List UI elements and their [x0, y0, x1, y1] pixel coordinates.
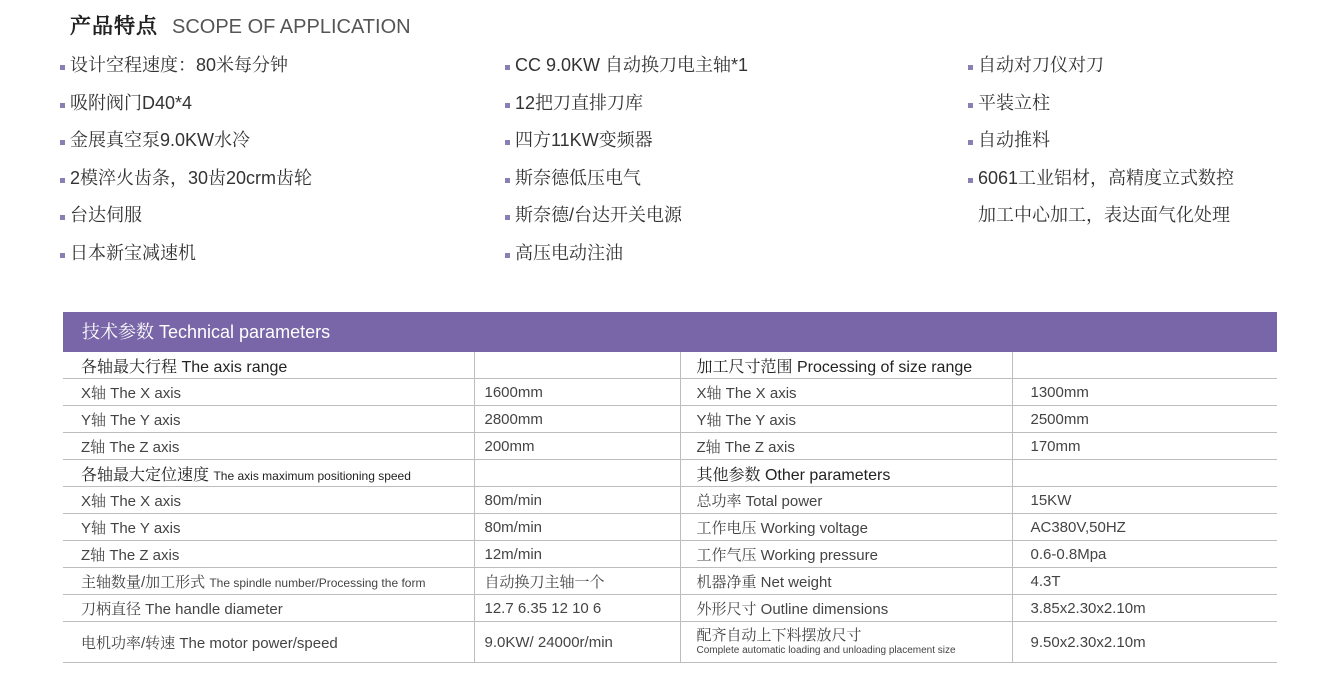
cell-label: Z轴 The Z axis	[63, 541, 474, 568]
cell-label: Y轴 The Y axis	[63, 406, 474, 433]
label-cn: 主轴数量/加工形式	[81, 573, 206, 591]
feature-item-continued	[968, 200, 1320, 238]
group-label	[63, 460, 474, 487]
feature-item	[505, 88, 935, 126]
cell-value	[474, 352, 680, 379]
feature-item	[60, 238, 490, 276]
cell-value: 15KW	[1012, 487, 1277, 514]
cell-value: 80m/min	[474, 487, 680, 514]
features-column-1	[60, 50, 490, 275]
cell-label	[680, 622, 1012, 663]
cell-label: Y轴 The Y axis	[680, 406, 1012, 433]
bullet-icon	[60, 140, 65, 145]
cell-value: AC380V,50HZ	[1012, 514, 1277, 541]
table-row	[63, 595, 1277, 622]
bullet-icon	[968, 103, 973, 108]
label-en: Complete automatic loading and unloading placement size	[696, 645, 956, 656]
feature-text: 高压电动注油	[515, 242, 623, 263]
bullet-icon	[60, 103, 65, 108]
cell-value: 2800mm	[474, 406, 680, 433]
table-row	[63, 460, 1277, 487]
table-row	[63, 487, 1277, 514]
feature-text: 金展真空泵9.0KW水冷	[70, 130, 251, 150]
group-label-cn: 各轴最大定位速度	[81, 466, 210, 484]
table-row	[63, 514, 1277, 541]
feature-text: 自动推料	[978, 130, 1050, 150]
cell-label	[63, 568, 474, 595]
group-label: 各轴最大行程 The axis range	[63, 352, 474, 379]
feature-text: 斯奈德/台达开关电源	[515, 205, 683, 225]
cell-label: 机器净重 Net weight	[680, 568, 1012, 595]
feature-item	[505, 163, 935, 201]
table-row	[63, 433, 1277, 460]
cell-value: 12m/min	[474, 541, 680, 568]
feature-item	[505, 200, 935, 238]
cell-label: X轴 The X axis	[63, 379, 474, 406]
cell-label: 工作电压 Working voltage	[680, 514, 1012, 541]
cell-value: 自动换刀主轴一个	[474, 568, 680, 595]
bullet-icon	[505, 65, 510, 70]
table-row	[63, 622, 1277, 663]
bullet-icon	[60, 215, 65, 220]
cell-value: 9.50x2.30x2.10m	[1012, 622, 1277, 663]
cell-value: 2500mm	[1012, 406, 1277, 433]
cell-label: X轴 The X axis	[680, 379, 1012, 406]
table-row	[63, 379, 1277, 406]
cell-value: 12.7 6.35 12 10 6	[474, 595, 680, 622]
feature-item	[60, 200, 490, 238]
cell-value: 0.6-0.8Mpa	[1012, 541, 1277, 568]
cell-value: 9.0KW/ 24000r/min	[474, 622, 680, 663]
features-column-2	[505, 50, 935, 275]
bullet-icon	[505, 253, 510, 258]
feature-text: 设计空程速度：80米每分钟	[70, 55, 289, 75]
bullet-icon	[60, 65, 65, 70]
feature-item	[60, 163, 490, 201]
cell-label: 电机功率/转速 The motor power/speed	[63, 622, 474, 663]
cell-value: 3.85x2.30x2.10m	[1012, 595, 1277, 622]
cell-value	[1012, 460, 1277, 487]
label-cn: 配齐自动上下料摆放尺寸	[696, 627, 862, 644]
cell-label: 工作气压 Working pressure	[680, 541, 1012, 568]
cell-label: Z轴 The Z axis	[680, 433, 1012, 460]
feature-item	[60, 125, 490, 163]
cell-label: Y轴 The Y axis	[63, 514, 474, 541]
group-label: 加工尺寸范围 Processing of size range	[680, 352, 1012, 379]
feature-text: 台达伺服	[70, 205, 142, 225]
table-row	[63, 406, 1277, 433]
table-row	[63, 352, 1277, 379]
cell-label: X轴 The X axis	[63, 487, 474, 514]
group-label-en: The axis maximum positioning speed	[213, 468, 411, 483]
section-title-en: SCOPE OF APPLICATION	[172, 16, 411, 38]
bullet-icon	[60, 253, 65, 258]
feature-text: 2模淬火齿条，30齿20crm齿轮	[70, 167, 313, 188]
bullet-icon	[505, 178, 510, 183]
bullet-icon	[505, 103, 510, 108]
feature-text: 四方11KW变频器	[515, 130, 653, 150]
feature-text: CC 9.0KW 自动换刀电主轴*1	[515, 55, 749, 75]
feature-text: 6061工业铝材，高精度立式数控	[978, 167, 1235, 188]
feature-text: 自动对刀仪对刀	[978, 55, 1104, 75]
tech-params-table	[63, 312, 1277, 663]
cell-value: 80m/min	[474, 514, 680, 541]
feature-item	[968, 125, 1320, 163]
bullet-icon	[968, 178, 973, 183]
feature-item	[505, 125, 935, 163]
cell-label: Z轴 The Z axis	[63, 433, 474, 460]
feature-item	[968, 163, 1320, 201]
feature-item	[968, 88, 1320, 126]
table-title: 技术参数 Technical parameters	[63, 312, 1277, 352]
feature-item	[505, 238, 935, 276]
cell-value: 1300mm	[1012, 379, 1277, 406]
bullet-icon	[505, 215, 510, 220]
feature-text: 日本新宝减速机	[70, 242, 196, 263]
feature-text: 斯奈德低压电气	[515, 167, 641, 188]
features-list	[60, 50, 1320, 280]
feature-text: 12把刀直排刀库	[515, 92, 644, 113]
cell-value: 1600mm	[474, 379, 680, 406]
cell-value	[1012, 352, 1277, 379]
cell-label: 刀柄直径 The handle diameter	[63, 595, 474, 622]
cell-value: 200mm	[474, 433, 680, 460]
cell-label: 外形尺寸 Outline dimensions	[680, 595, 1012, 622]
feature-text: 加工中心加工，表达面气化处理	[978, 205, 1230, 225]
bullet-icon	[60, 178, 65, 183]
cell-value: 170mm	[1012, 433, 1277, 460]
cell-value	[474, 460, 680, 487]
bullet-icon	[968, 65, 973, 70]
section-title	[70, 10, 411, 40]
table-row	[63, 541, 1277, 568]
bullet-icon	[968, 140, 973, 145]
group-label: 其他参数 Other parameters	[680, 460, 1012, 487]
cell-label: 总功率 Total power	[680, 487, 1012, 514]
cell-value: 4.3T	[1012, 568, 1277, 595]
feature-item	[968, 50, 1320, 88]
feature-item	[60, 50, 490, 88]
table-row	[63, 568, 1277, 595]
label-en: The spindle number/Processing the form	[209, 575, 426, 590]
feature-item	[505, 50, 935, 88]
feature-text: 吸附阀门D40*4	[70, 92, 193, 113]
section-title-cn: 产品特点	[70, 15, 158, 38]
params-grid	[63, 352, 1277, 663]
bullet-icon	[505, 140, 510, 145]
feature-text: 平装立柱	[978, 92, 1050, 113]
feature-item	[60, 88, 490, 126]
features-column-3	[968, 50, 1320, 238]
